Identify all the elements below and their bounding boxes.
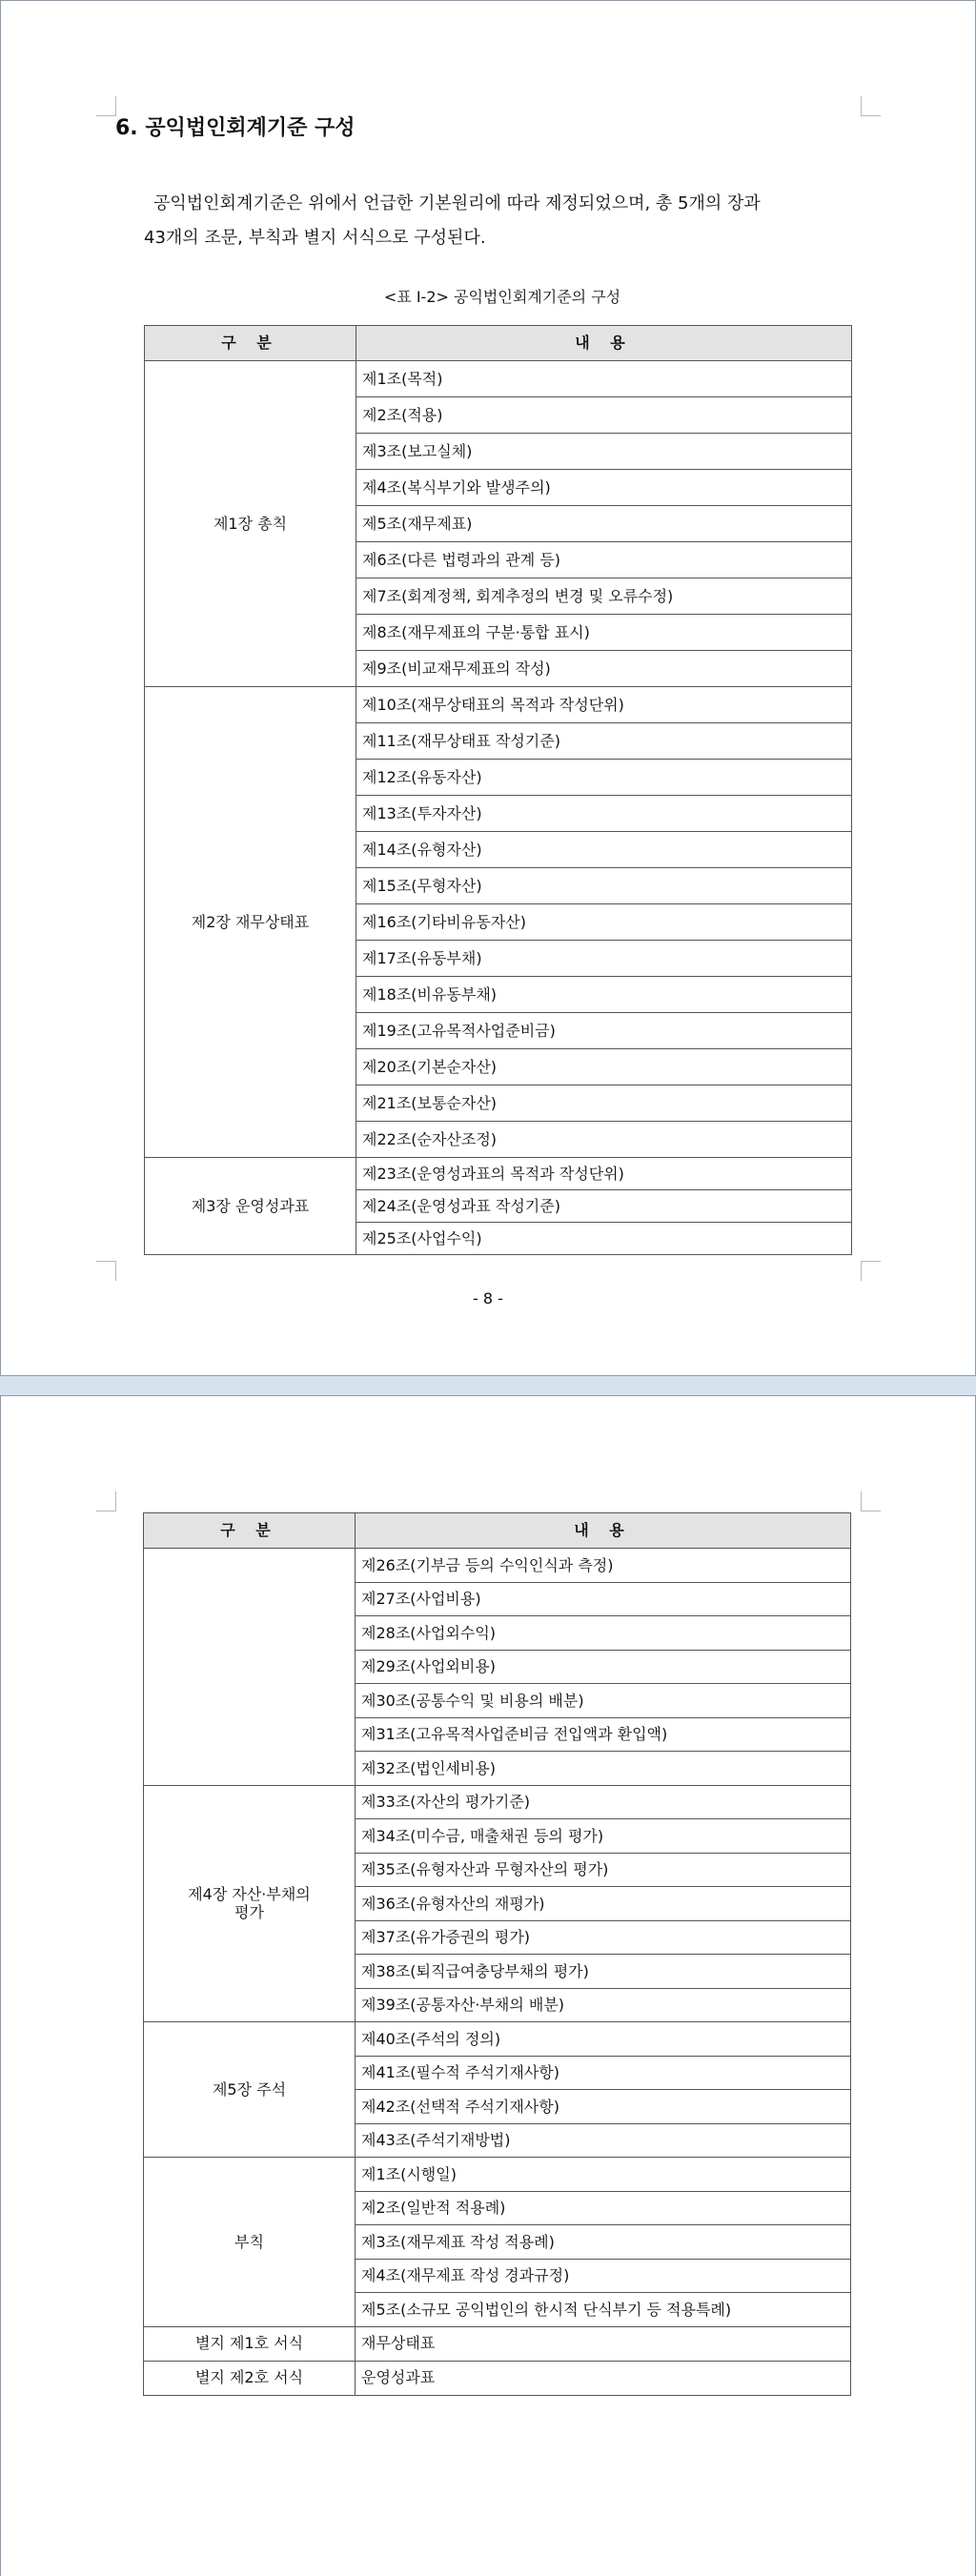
article-item: 제42조(선택적 주석기재사항) — [356, 2090, 851, 2124]
article-item: 제30조(공통수익 및 비용의 배분) — [356, 1684, 851, 1718]
chapter-3-label: 제3장 운영성과표 — [145, 1158, 356, 1255]
structure-table-part-2 — [143, 1512, 851, 2396]
article-item: 제31조(고유목적사업준비금 전입액과 환입액) — [356, 1717, 851, 1752]
article-item: 제13조(투자자산) — [356, 796, 852, 832]
chapter-4-label — [144, 1785, 356, 2022]
table-row — [144, 2361, 851, 2395]
structure-table-part-1 — [144, 325, 852, 1255]
article-item: 제25조(사업수익) — [356, 1223, 852, 1255]
chapter-4-label-line-1: 제4장 자산·부채의 — [188, 1885, 311, 1904]
article-item: 제1조(시행일) — [356, 2158, 851, 2192]
article-item: 제2조(적용) — [356, 397, 852, 434]
form-2-content: 운영성과표 — [356, 2361, 851, 2395]
article-item: 제28조(사업외수익) — [356, 1616, 851, 1651]
article-item: 제38조(퇴직급여충당부채의 평가) — [356, 1955, 851, 1989]
article-item: 제32조(법인세비용) — [356, 1752, 851, 1786]
table-row — [145, 1158, 852, 1190]
article-item: 제26조(기부금 등의 수익인식과 측정) — [356, 1549, 851, 1583]
table-row — [145, 361, 852, 397]
article-item: 제1조(목적) — [356, 361, 852, 397]
page-corner-mark — [96, 1261, 116, 1281]
section-heading: 6. 공익법인회계기준 구성 — [115, 116, 356, 140]
article-item: 제2조(일반적 적용례) — [356, 2191, 851, 2225]
table-row — [144, 2326, 851, 2361]
article-item: 제17조(유동부채) — [356, 941, 852, 977]
article-item: 제7조(회계정책, 회계추정의 변경 및 오류수정) — [356, 578, 852, 615]
table-header-row — [144, 1513, 851, 1549]
article-item: 제43조(주석기재방법) — [356, 2123, 851, 2158]
article-item: 제18조(비유동부채) — [356, 977, 852, 1013]
article-item: 제5조(재무제표) — [356, 506, 852, 542]
article-item: 제35조(유형자산과 무형자산의 평가) — [356, 1853, 851, 1887]
intro-line-2: 43개의 조문, 부칙과 별지 서식으로 구성된다. — [144, 228, 486, 248]
article-item: 제6조(다른 법령과의 관계 등) — [356, 542, 852, 578]
header-category: 구 분 — [144, 1513, 356, 1549]
article-item: 제4조(복식부기와 발생주의) — [356, 470, 852, 506]
table-row — [144, 1785, 851, 1819]
article-item: 제29조(사업외비용) — [356, 1650, 851, 1684]
table-row — [145, 687, 852, 723]
page-corner-mark — [861, 1491, 881, 1511]
article-item: 제33조(자산의 평가기준) — [356, 1785, 851, 1819]
chapter-4-label-line-2: 평가 — [234, 1903, 264, 1922]
article-item: 제10조(재무상태표의 목적과 작성단위) — [356, 687, 852, 723]
page-corner-mark — [96, 96, 116, 116]
article-item: 제3조(재무제표 작성 적용례) — [356, 2225, 851, 2260]
article-item: 제16조(기타비유동자산) — [356, 904, 852, 941]
article-item: 제39조(공통자산·부채의 배분) — [356, 1988, 851, 2022]
header-content: 내 용 — [356, 1513, 851, 1549]
article-item: 제41조(필수적 주석기재사항) — [356, 2056, 851, 2090]
article-item: 제37조(유가증권의 평가) — [356, 1920, 851, 1955]
table-caption: <표 Ⅰ-2> 공익법인회계기준의 구성 — [383, 288, 621, 306]
article-item: 제34조(미수금, 매출채권 등의 평가) — [356, 1819, 851, 1854]
article-item: 제12조(유동자산) — [356, 760, 852, 796]
article-item: 제21조(보통순자산) — [356, 1085, 852, 1122]
chapter-3-continued-cell — [144, 1549, 356, 1786]
article-item: 제14조(유형자산) — [356, 832, 852, 868]
article-item: 제5조(소규모 공익법인의 한시적 단식부기 등 적용특례) — [356, 2293, 851, 2327]
table-row — [144, 2022, 851, 2057]
form-1-label: 별지 제1호 서식 — [144, 2326, 356, 2361]
page-number: - 8 - — [473, 1289, 503, 1308]
article-item: 제20조(기본순자산) — [356, 1049, 852, 1085]
page-corner-mark — [96, 1491, 116, 1511]
article-item: 제11조(재무상태표 작성기준) — [356, 723, 852, 760]
article-item: 제27조(사업비용) — [356, 1582, 851, 1616]
article-item: 제9조(비교재무제표의 작성) — [356, 651, 852, 687]
page-corner-mark — [861, 1261, 881, 1281]
form-2-label: 별지 제2호 서식 — [144, 2361, 356, 2395]
header-content: 내 용 — [356, 326, 852, 361]
article-item: 제19조(고유목적사업준비금) — [356, 1013, 852, 1049]
chapter-2-label: 제2장 재무상태표 — [145, 687, 356, 1158]
article-item: 제4조(재무제표 작성 경과규정) — [356, 2259, 851, 2293]
article-item: 제22조(순자산조정) — [356, 1122, 852, 1158]
table-row — [144, 2158, 851, 2192]
header-category: 구 분 — [145, 326, 356, 361]
supplementary-label: 부칙 — [144, 2158, 356, 2327]
article-item: 제24조(운영성과표 작성기준) — [356, 1190, 852, 1223]
chapter-1-label: 제1장 총칙 — [145, 361, 356, 687]
article-item: 제15조(무형자산) — [356, 868, 852, 904]
article-item: 제40조(주석의 정의) — [356, 2022, 851, 2057]
article-item: 제3조(보고실체) — [356, 434, 852, 470]
table-row — [144, 1549, 851, 1583]
chapter-5-label: 제5장 주석 — [144, 2022, 356, 2158]
article-item: 제36조(유형자산의 재평가) — [356, 1887, 851, 1921]
table-header-row — [145, 326, 852, 361]
article-item: 제23조(운영성과표의 목적과 작성단위) — [356, 1158, 852, 1190]
page-corner-mark — [861, 96, 881, 116]
article-item: 제8조(재무제표의 구분·통합 표시) — [356, 615, 852, 651]
form-1-content: 재무상태표 — [356, 2326, 851, 2361]
intro-line-1: 공익법인회계기준은 위에서 언급한 기본원리에 따라 제정되었으며, 총 5개의 장과 — [153, 193, 761, 213]
